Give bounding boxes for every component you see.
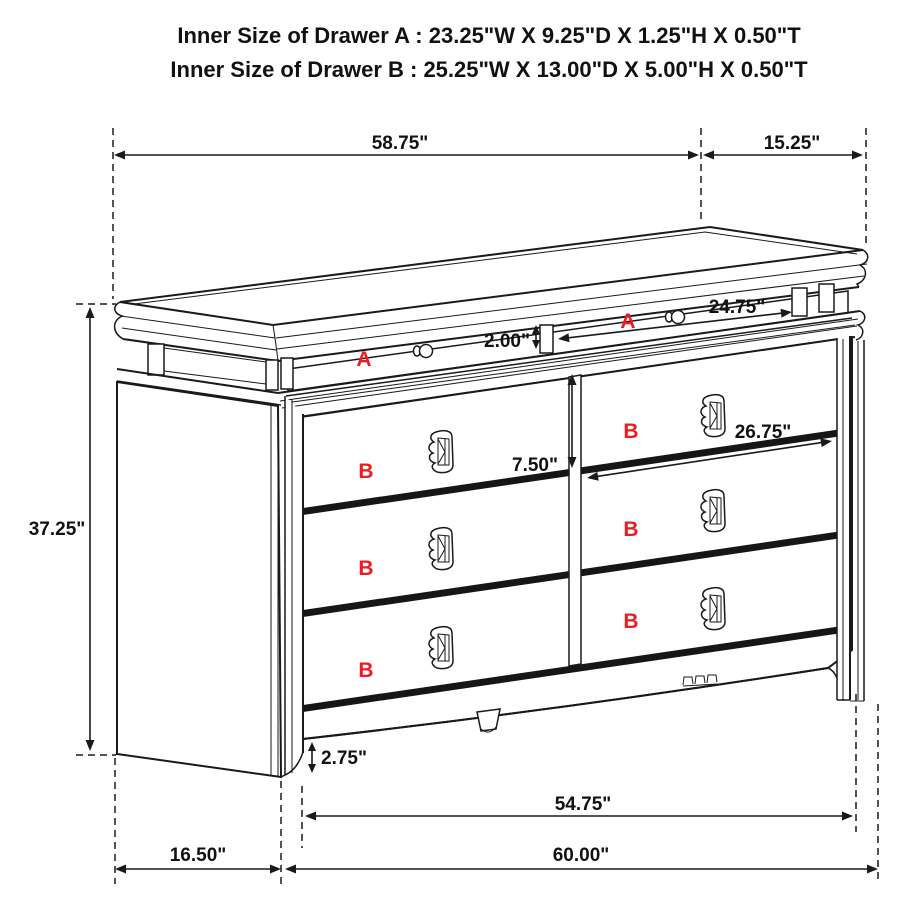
dim-top-length xyxy=(114,133,699,160)
dim-top-depth xyxy=(703,133,863,160)
center-front-leg xyxy=(477,709,500,732)
svg-text:54.75": 54.75" xyxy=(554,794,612,815)
svg-text:26.75": 26.75" xyxy=(734,422,792,443)
dim-foot-height xyxy=(308,742,367,773)
svg-text:2.75": 2.75" xyxy=(321,748,367,769)
svg-text:58.75": 58.75" xyxy=(371,133,429,154)
drawer-b-label: B xyxy=(358,659,374,682)
drawer-b-label: B xyxy=(623,420,639,443)
dim-side-depth xyxy=(115,845,281,874)
svg-text:7.50": 7.50" xyxy=(512,455,558,476)
front-right-stile xyxy=(837,336,864,701)
svg-text:60.00": 60.00" xyxy=(552,845,610,866)
dim-base-width xyxy=(305,794,853,821)
top-support-post xyxy=(281,358,293,389)
front-left-stile xyxy=(281,396,303,777)
top-support-post xyxy=(819,284,834,312)
svg-text:15.25": 15.25" xyxy=(763,133,821,154)
svg-text:24.75": 24.75" xyxy=(708,297,766,318)
top-support-post xyxy=(792,288,807,316)
left-side-panel xyxy=(117,382,281,777)
drawer-a-divider-post xyxy=(540,325,553,353)
drawer-a-inner-size-title: Inner Size of Drawer A : 23.25"W X 9.25"D X 1.25"H X 0.50"T xyxy=(177,23,801,48)
svg-text:16.50": 16.50" xyxy=(169,845,227,866)
top-support-post xyxy=(266,360,278,390)
dim-body-height xyxy=(29,307,95,751)
center-divider xyxy=(569,375,581,666)
drawer-b-label: B xyxy=(623,518,639,541)
dim-overall-width xyxy=(285,845,878,874)
drawer-b-label: B xyxy=(623,610,639,633)
svg-text:2.00": 2.00" xyxy=(484,331,530,352)
top-support-post xyxy=(148,344,164,375)
drawer-b-label: B xyxy=(358,557,374,580)
drawer-a-label: A xyxy=(620,310,636,333)
svg-text:37.25": 37.25" xyxy=(28,519,86,540)
drawer-b-label: B xyxy=(358,460,374,483)
drawer-a-label: A xyxy=(356,348,372,371)
drawer-b-inner-size-title: Inner Size of Drawer B : 25.25"W X 13.00"D X 5.00"H X 0.50"T xyxy=(170,57,808,82)
